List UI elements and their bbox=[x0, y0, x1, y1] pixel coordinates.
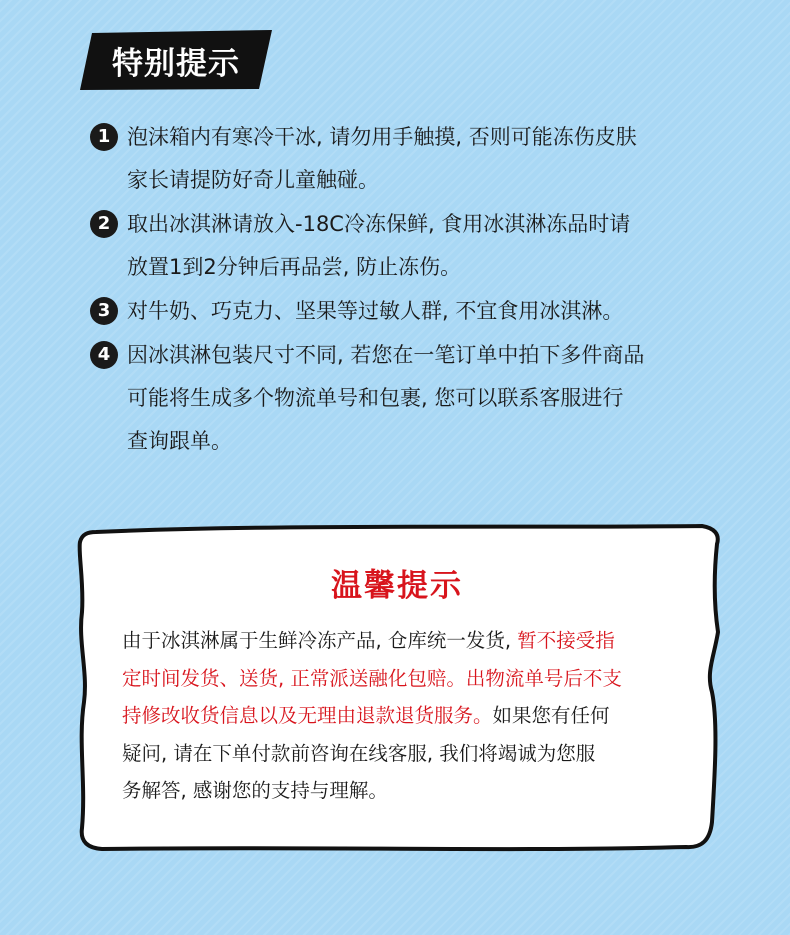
warm-tip-body bbox=[122, 622, 682, 810]
number-4-icon: 4 bbox=[90, 341, 118, 369]
notice-item-4 bbox=[90, 334, 730, 463]
tip-text-black: 如果您有任何 bbox=[492, 704, 610, 727]
notice-item-1 bbox=[90, 116, 730, 202]
tip-text-red: 持修改收货信息以及无理由退款退货服务。 bbox=[122, 704, 493, 727]
tip-line-3 bbox=[122, 697, 682, 735]
number-2-icon: 2 bbox=[90, 210, 118, 238]
notice-text-line: 取出冰淇淋请放入-18C冷冻保鲜, 食用冰淇淋冻品时请 bbox=[127, 212, 631, 236]
number-3-icon: 3 bbox=[90, 297, 118, 325]
notice-text-line: 泡沫箱内有寒冷干冰, 请勿用手触摸, 否则可能冻伤皮肤 bbox=[127, 125, 637, 149]
tip-line-5: 务解答, 感谢您的支持与理解。 bbox=[122, 779, 388, 802]
tip-line-1 bbox=[122, 622, 682, 660]
notice-item-2 bbox=[90, 203, 730, 289]
section-title: 特别提示 bbox=[112, 45, 240, 82]
notice-item-3 bbox=[90, 290, 730, 333]
warm-tip-card bbox=[74, 522, 720, 852]
tip-text-red: 暂不接受指 bbox=[517, 629, 615, 652]
notice-text-line: 可能将生成多个物流单号和包裹, 您可以联系客服进行 bbox=[127, 386, 624, 410]
notice-text-line: 对牛奶、巧克力、坚果等过敏人群, 不宜食用冰淇淋。 bbox=[127, 299, 624, 323]
tip-line-4: 疑问, 请在下单付款前咨询在线客服, 我们将竭诚为您服 bbox=[122, 741, 596, 765]
notice-text-line: 因冰淇淋包装尺寸不同, 若您在一笔订单中拍下多件商品 bbox=[127, 343, 645, 367]
notice-text-line: 查询跟单。 bbox=[127, 429, 232, 453]
notice-text-line: 家长请提防好奇儿童触碰。 bbox=[127, 168, 379, 192]
tip-line-2: 定时间发货、送货, 正常派送融化包赔。出物流单号后不支 bbox=[122, 666, 622, 690]
section-header-badge bbox=[78, 30, 274, 90]
notice-text-line: 放置1到2分钟后再品尝, 防止冻伤。 bbox=[127, 255, 462, 279]
number-1-icon: 1 bbox=[90, 123, 118, 151]
notice-list bbox=[90, 116, 730, 464]
tip-text-black: 由于冰淇淋属于生鲜冷冻产品, 仓库统一发货, bbox=[122, 629, 518, 652]
warm-tip-title: 温馨提示 bbox=[331, 568, 463, 604]
